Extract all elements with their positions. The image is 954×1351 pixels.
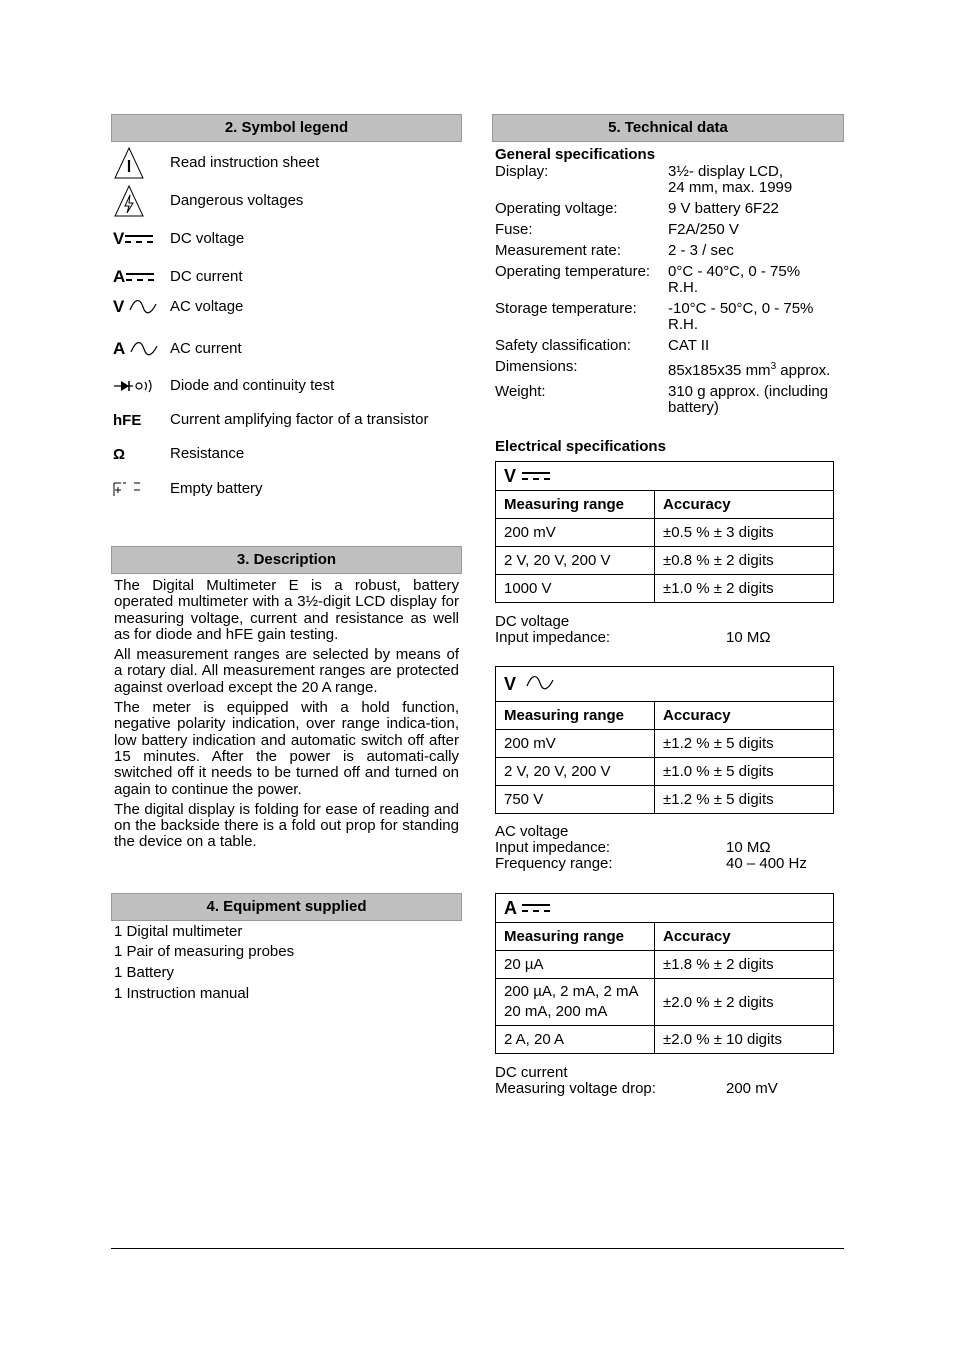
spec-row: Operating temperature: 0°C - 40°C, 0 - 75% R.H. bbox=[495, 263, 801, 296]
legend-symbol: A bbox=[113, 339, 126, 358]
ac-voltage-table: V Measuring range Accuracy 200 mV ±1.2 % ± 5 digits 2 V, 20 V, 200 V ±1.0 % ± 5 digits 750 V ±1.2 % ± 5 digits bbox=[495, 666, 834, 814]
spec-row: Measurement rate: 2 - 3 / sec bbox=[495, 242, 734, 259]
list-item: 1 Digital multimeter bbox=[114, 922, 243, 940]
legend-row bbox=[111, 437, 462, 471]
spec-row: Display: 3½- display LCD, 24 mm, max. 1999 bbox=[495, 163, 793, 196]
legend-symbol: Ω bbox=[113, 445, 126, 463]
paragraph: All measurement ranges are selected by means of a rotary dial. All measurement ranges are protected against overload except the 20 A range. bbox=[114, 646, 459, 696]
note-title: AC voltage bbox=[495, 823, 569, 840]
spec-row: Safety classification: CAT II bbox=[495, 337, 710, 354]
legend-label: AC current bbox=[170, 340, 242, 357]
spec-row: Weight: 310 g approx. (including battery) bbox=[495, 383, 829, 416]
note-row: Measuring voltage drop: 200 mV bbox=[495, 1080, 778, 1097]
spec-row: Operating voltage: 9 V battery 6F22 bbox=[495, 200, 779, 217]
legend-label: Diode and continuity test bbox=[170, 377, 335, 394]
paragraph: The Digital Multimeter E is a robust, battery operated multimeter with a 3½-digit LCD display for measuring voltage, current and resistance as well as for diode and hFE gain testing. bbox=[114, 577, 459, 643]
legend-label: DC voltage bbox=[170, 230, 245, 247]
dc-current-table: A Measuring range Accuracy 20 µA ±1.8 % ± 2 digits 200 µA, 2 mA, 2 mA 20 mA, 200 mA ±2.0 % ± 2 digits 2 A, 20 A ±2.0 % ± 10 digits bbox=[495, 893, 834, 1054]
legend-row bbox=[111, 471, 462, 509]
note-title: DC voltage bbox=[495, 613, 570, 630]
paragraph: The meter is equipped with a hold function, negative polarity indication, over range indica-tion, low battery indication and automatic switch off after 15 minutes. After the power is automati-cally switched off it needs to be turned off and turned on again to continue the power. bbox=[114, 699, 459, 798]
note-row: Input impedance: 10 MΩ bbox=[495, 629, 771, 646]
legend-row bbox=[111, 291, 462, 331]
legend-symbol: V bbox=[113, 229, 125, 248]
footer-rule bbox=[111, 1248, 844, 1249]
legend-row bbox=[111, 145, 462, 183]
legend-row bbox=[111, 403, 462, 437]
spec-row: Storage temperature: -10°C - 50°C, 0 - 75% R.H. bbox=[495, 300, 814, 333]
note-row: Frequency range: 40 – 400 Hz bbox=[495, 855, 807, 872]
dc-symbol-icon bbox=[124, 233, 154, 245]
legend-label: Read instruction sheet bbox=[170, 154, 320, 171]
dc-voltage-table: V Measuring range Accuracy 200 mV ±0.5 % ± 3 digits 2 V, 20 V, 200 V ±0.8 % ± 2 digits 1000 V ±1.0 % ± 2 digits bbox=[495, 461, 834, 603]
section-heading: 3. Description bbox=[111, 546, 462, 574]
table-row: 2 V, 20 V, 200 V ±1.0 % ± 5 digits bbox=[496, 758, 834, 786]
legend-row bbox=[111, 183, 462, 221]
legend-symbol: A bbox=[113, 267, 126, 286]
left-column bbox=[111, 114, 462, 1005]
subheading: Electrical specifications bbox=[495, 438, 666, 455]
list-item: 1 Pair of measuring probes bbox=[114, 943, 295, 961]
table-row: 1000 V ±1.0 % ± 2 digits bbox=[496, 575, 834, 603]
ac-wave-icon bbox=[130, 342, 158, 356]
legend-symbol: V bbox=[113, 297, 125, 316]
subheading: General specifications bbox=[495, 146, 656, 163]
table-row: 200 µA, 2 mA, 2 mA 20 mA, 200 mA ±2.0 % ± 2 digits bbox=[496, 979, 834, 1026]
high-voltage-triangle-icon bbox=[113, 183, 145, 219]
section-heading: 2. Symbol legend bbox=[111, 114, 462, 142]
legend-label: Resistance bbox=[170, 445, 245, 462]
table-row: 2 A, 20 A ±2.0 % ± 10 digits bbox=[496, 1026, 834, 1054]
list-item: 1 Instruction manual bbox=[114, 984, 250, 1002]
right-column bbox=[492, 114, 844, 1097]
legend-row bbox=[111, 331, 462, 369]
dc-symbol-icon bbox=[125, 271, 155, 283]
paragraph: The digital display is folding for ease of reading and on the backside there is a fold out prop for standing the device on a table. bbox=[114, 800, 459, 851]
legend-row bbox=[111, 369, 462, 403]
note-row: Input impedance: 10 MΩ bbox=[495, 839, 771, 856]
table-row: 750 V ±1.2 % ± 5 digits bbox=[496, 786, 834, 814]
dc-symbol-icon bbox=[521, 902, 551, 914]
table-row: 20 µA ±1.8 % ± 2 digits bbox=[496, 951, 834, 979]
diode-continuity-icon bbox=[113, 369, 157, 403]
legend-label: DC current bbox=[170, 268, 243, 285]
note-title: DC current bbox=[495, 1064, 568, 1081]
ac-wave-icon bbox=[526, 676, 554, 690]
spec-row: Fuse: F2A/250 V bbox=[495, 221, 739, 238]
table-row: 200 mV ±1.2 % ± 5 digits bbox=[496, 730, 834, 758]
section-heading: 5. Technical data bbox=[492, 114, 844, 142]
table-row: 2 V, 20 V, 200 V ±0.8 % ± 2 digits bbox=[496, 547, 834, 575]
legend-row bbox=[111, 259, 462, 291]
legend-label: Current amplifying factor of a transistor bbox=[170, 411, 429, 428]
legend-label: Empty battery bbox=[170, 480, 263, 497]
list-item: 1 Battery bbox=[114, 964, 175, 982]
ac-wave-icon bbox=[129, 300, 157, 314]
section-heading: 4. Equipment supplied bbox=[111, 893, 462, 921]
battery-icon bbox=[113, 471, 145, 507]
legend-label: Dangerous voltages bbox=[170, 192, 304, 209]
legend-row bbox=[111, 221, 462, 259]
legend-label: AC voltage bbox=[170, 298, 244, 315]
spec-row: Dimensions: 85x185x35 $mm^3$ approx. bbox=[495, 358, 831, 379]
warning-triangle-icon bbox=[113, 145, 145, 181]
legend-symbol: hFE bbox=[113, 411, 142, 429]
table-row: 200 mV ±0.5 % ± 3 digits bbox=[496, 519, 834, 547]
dc-symbol-icon bbox=[521, 470, 551, 482]
